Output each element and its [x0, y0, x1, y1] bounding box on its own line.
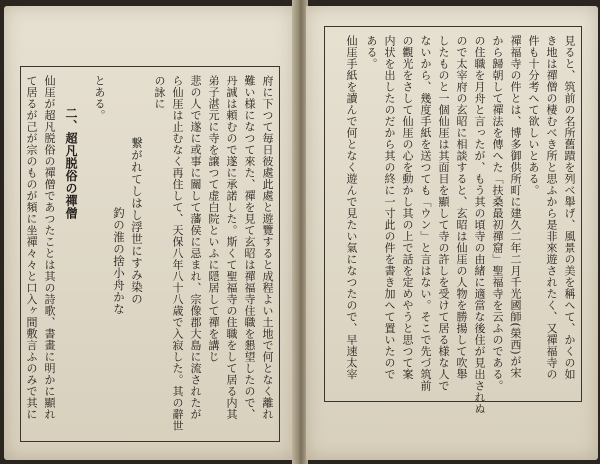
right-col-13: 仙厓手紙を讀んで何となく遊んで見たい氣になつたので、早速太宰: [345, 35, 358, 380]
left-col-10: とある。: [93, 75, 106, 121]
right-col-7: ので太宰府の玄昭に相談すると、玄昭は仙厓の人物を勝揚して吹舉: [455, 35, 468, 380]
right-col-2: き地は禪僧の棲むべき所と思ふから是非來遊されたく、又禪福寺の: [545, 35, 558, 380]
left-body-col-1: 仙厓が超凡脱俗の禪僧であつたことは其の詩歌、書畫に明かに顯れ: [43, 75, 56, 420]
right-col-4: 禪福寺の件とは、博多御供所町に建久二年二月千光國師(榮西)が宋: [509, 35, 522, 379]
poem-line-1: 繋がれてしはし浮世にすみ染の: [130, 137, 144, 305]
right-col-1: 見ると、筑前の名所舊蹟を列べ舉げ、風景の美を稱へて、かくの如: [563, 35, 576, 380]
right-col-5: から歸朝して禪法を傳へた「扶桑最初禪窟」聖福寺を云ふのである。: [491, 35, 504, 392]
left-text-frame: [20, 66, 280, 442]
right-text-frame: [324, 26, 582, 415]
right-col-11: 内状を出したのだから其の終に一寸此の件を書き加へて置いたので: [383, 35, 396, 380]
right-col-3: 件も十分考へて欲しいとある。: [527, 35, 540, 196]
right-col-9: ないから、幾度手紙を送つても「ウン」と言はない。そこで先づ筑前: [419, 35, 432, 392]
left-col-5: 悲の人で遂に或事に關して藩侯に忌まれ、宗像郡大島に流されたが: [189, 75, 202, 420]
right-col-8: したものと一個仙厓は其面目を顯して寺の許しを受けて居る様な人で: [437, 35, 450, 392]
right-col-10: の觀光をさして仙厓の心を動かし其の上で話を定めやうと思つて案: [401, 35, 414, 380]
left-col-4: 弟子湛元に寺を譲つて虚白院といふに隠居して禪を講じ: [207, 75, 220, 363]
left-col-6: ら仙厓は止むなく再住して、天保八年八十八歳で入寂した。其の辭世: [171, 75, 184, 432]
right-page: [306, 6, 598, 460]
left-col-7: の詠に: [153, 75, 166, 110]
section-title: 二、超凡脱俗の禪僧: [64, 107, 78, 220]
left-col-2: 難い様になつて來た、禪を見て玄昭は禪福寺住職を懇望したので、: [243, 75, 256, 420]
left-col-3: 丹誠は頼むので遂に承諾した。斯くて聖福寺の住職をして居る内其: [225, 75, 238, 420]
poem-line-2: 釣の淮の捨小舟かな: [112, 207, 126, 315]
right-col-6: の住職を月舟と言ったが、もう其の頃寺の由緒に適當な後住が見出されぬ: [473, 35, 486, 415]
right-col-12: ある。: [365, 35, 378, 70]
left-page: [4, 6, 294, 460]
left-col-1: 府に下つて毎日彼處此處と遊覽すると成程よい土地で何となく離れ: [261, 75, 274, 420]
left-body-col-2: て居るが己が宗のものが頻に坐禪々々と口入ヶ間敷言ふのみで其に: [25, 75, 38, 420]
